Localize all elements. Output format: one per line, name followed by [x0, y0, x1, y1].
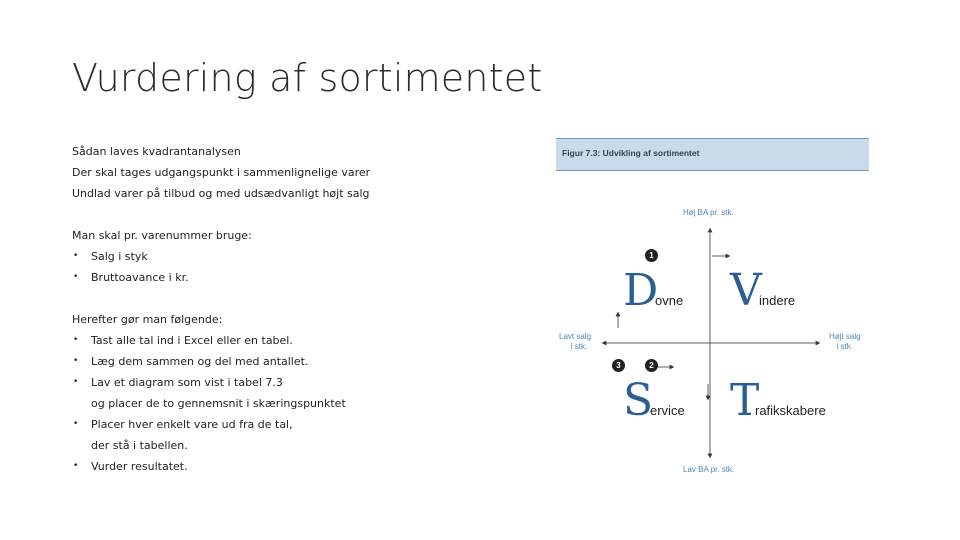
bullet-continuation: og placer de to gennemsnit i skæringspunktet — [91, 397, 346, 410]
bullet-item: • Tast alle tal ind i Excel eller en tabel. — [72, 330, 492, 351]
section-heading: Herefter gør man følgende: — [72, 313, 223, 326]
quadrant-figure — [556, 138, 870, 478]
slide-title: Vurdering af sortimentet — [72, 56, 543, 100]
bullet-item: • Vurder resultatet. — [72, 456, 492, 477]
quadrant-label-service: ervice — [650, 403, 685, 418]
quadrant-label-trafikskabere: rafikskabere — [755, 403, 826, 418]
paragraph: Der skal tages udgangspunkt i sammenlignelige varer — [72, 166, 371, 179]
paragraph: Undlad varer på tilbud og med udsædvanligt højt salg — [72, 187, 370, 200]
quadrant-label-vindere: indere — [759, 293, 796, 308]
text-content — [72, 141, 492, 477]
badge-1: 1 — [645, 249, 658, 262]
badge-3: 3 — [612, 359, 625, 372]
axis-label-right: Højt salg i stk. — [829, 332, 861, 351]
axis-label-top: Høj BA pr. stk. — [683, 208, 734, 217]
axis-label-bottom: Lav BA pr. stk. — [683, 465, 735, 474]
quadrant-letter-t: T — [730, 375, 760, 426]
section-heading: Sådan laves kvadrantanalysen — [72, 145, 241, 158]
quadrant-letter-s: S — [623, 375, 654, 426]
section-heading: Man skal pr. varenummer bruge: — [72, 229, 252, 242]
bullet-item: • Læg dem sammen og del med antallet. — [72, 351, 492, 372]
bullet-continuation: der stå i tabellen. — [91, 439, 188, 452]
bullet-item: • Bruttoavance i kr. — [72, 267, 492, 288]
bullet-item: • Lav et diagram som vist i tabel 7.3 — [72, 372, 492, 393]
axis-label-left: Lavt salg i stk. — [559, 332, 592, 351]
quadrant-letter-d: D — [623, 265, 659, 316]
badge-2: 2 — [645, 359, 658, 372]
bullet-item: • Placer hver enkelt vare ud fra de tal, — [72, 414, 492, 435]
bullet-item: • Salg i styk — [72, 246, 492, 267]
quadrant-label-dovne: ovne — [655, 293, 684, 308]
quadrant-letter-v: V — [730, 265, 762, 316]
figure-caption: Figur 7.3: Udvikling af sortimentet — [562, 148, 700, 158]
quadrant-axes — [556, 138, 870, 478]
